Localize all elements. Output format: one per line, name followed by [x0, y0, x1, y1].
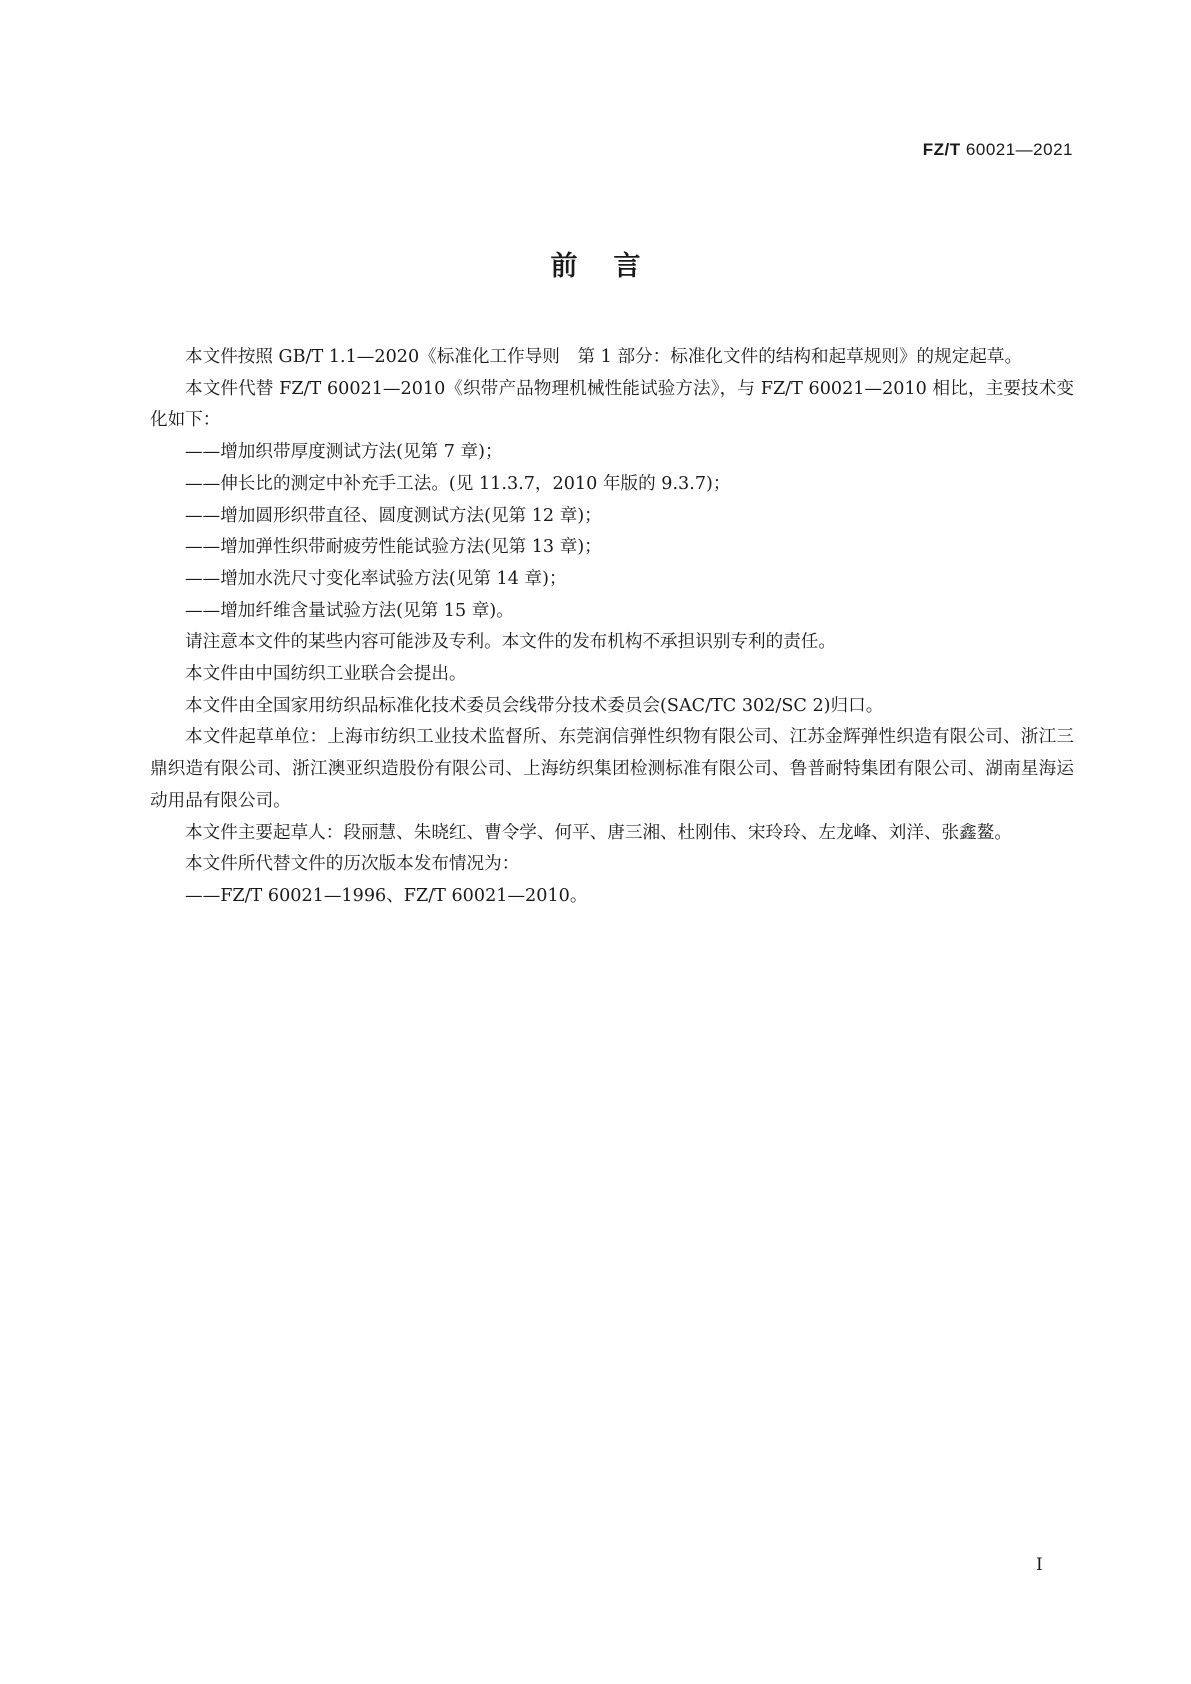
- change-item: ——增加水洗尺寸变化率试验方法(见第 14 章)；: [185, 568, 567, 589]
- standard-number: 60021—2021: [965, 140, 1073, 159]
- paragraph: 本文件按照 GB/T 1.1—2020《标准化工作导则 第 1 部分：标准化文件的结构和起草规则》的规定起草。: [185, 347, 1023, 367]
- paragraph: 本文件由中国纺织工业联合会提出。: [185, 664, 467, 685]
- change-item: ——增加纤维含量试验方法(见第 15 章)。: [185, 600, 514, 621]
- paragraph: 请注意本文件的某些内容可能涉及专利。本文件的发布机构不承担识别专利的责任。: [185, 632, 836, 653]
- standard-code: [923, 140, 1073, 160]
- paragraph: 本文件代替 FZ/T 60021—2010《织带产品物理机械性能试验方法》，与 FZ/T 60021—2010 相比，主要技术变化如下：: [150, 378, 1074, 431]
- paragraph: 本文件所代替文件的历次版本发布情况为：: [185, 854, 520, 875]
- paragraph: 本文件起草单位：上海市纺织工业技术监督所、东莞润信弹性织物有限公司、江苏金辉弹性织造有限公司、浙江三鼎织造有限公司、浙江澳亚织造股份有限公司、上海纺织集团检测标准有限公司、鲁普耐特集团有限公司、湖南星海运动用品有限公司。: [150, 727, 1074, 811]
- change-item: ——增加弹性织带耐疲劳性能试验方法(见第 13 章)；: [185, 537, 602, 558]
- page-title: 前言: [550, 251, 677, 282]
- change-item: ——伸长比的测定中补充手工法。(见 11.3.7，2010 年版的 9.3.7)；: [185, 473, 731, 494]
- standard-prefix: FZ/T: [922, 140, 961, 159]
- page-number: I: [1036, 1555, 1043, 1575]
- paragraph: 本文件主要起草人：段丽慧、朱晓红、曹令学、何平、唐三湘、杜刚伟、宋玲玲、左龙峰、刘洋、张鑫鳌。: [185, 822, 1012, 843]
- foreword-body: [150, 342, 1074, 913]
- version-history-item: ——FZ/T 60021—1996、FZ/T 60021—2010。: [185, 885, 588, 906]
- paragraph: 本文件由全国家用纺织品标准化技术委员会线带分技术委员会(SAC/TC 302/SC 2)归口。: [185, 695, 884, 716]
- change-item: ——增加织带厚度测试方法(见第 7 章)；: [185, 442, 503, 463]
- change-item: ——增加圆形织带直径、圆度测试方法(见第 12 章)；: [185, 505, 602, 526]
